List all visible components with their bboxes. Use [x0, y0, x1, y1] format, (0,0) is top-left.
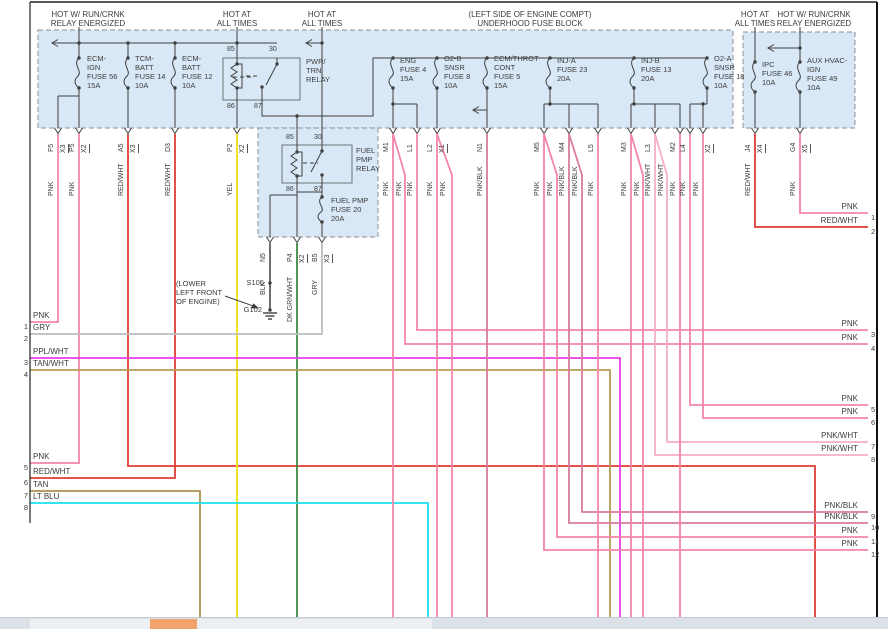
- fuse-label-line: 20A: [641, 74, 655, 83]
- right-wire-color-label: PNK: [841, 319, 858, 328]
- junction-dot: [548, 86, 551, 89]
- fuse-label: [182, 54, 212, 90]
- pin-terminal-label: A5: [118, 143, 125, 152]
- left-wire-number: 6: [23, 478, 28, 487]
- right-wire-number: 8: [871, 455, 876, 464]
- right-wire-color-label: PNK/WHT: [821, 431, 858, 440]
- wire-pnk-m3b: [631, 134, 643, 617]
- junction-dot: [548, 102, 551, 105]
- fuse-label-line: 10A: [135, 81, 149, 90]
- right-wire-color-label: RED/WHT: [820, 216, 858, 225]
- pin-arrow-icon: [76, 128, 83, 134]
- fuse-label-line: FUSE 8: [444, 72, 471, 81]
- pwr-relay-pin-30: 30: [269, 46, 277, 53]
- top-label-line: RELAY ENERGIZED: [776, 19, 852, 28]
- pin-terminal-label: M4: [559, 142, 566, 152]
- pin-connector-label: X3: [324, 254, 331, 263]
- horizontal-scrollbar[interactable]: [0, 617, 888, 629]
- junction-dot: [77, 56, 80, 59]
- top-label-underhood-fuse-block: [445, 10, 615, 28]
- fuse-label: [444, 54, 470, 90]
- junction-dot: [126, 86, 129, 89]
- fuse-label-line: O2-B: [444, 54, 462, 63]
- note-line: LEFT FRONT: [176, 288, 223, 297]
- junction-dot: [391, 102, 394, 105]
- junction-dot: [391, 56, 394, 59]
- right-wire-color-label: PNK/WHT: [821, 444, 858, 453]
- right-wire-color-label: PNK: [841, 394, 858, 403]
- left-wire-color-label: TAN: [33, 480, 49, 489]
- fuse-label-line: FUSE 14: [135, 72, 166, 81]
- pin-arrow-icon: [234, 128, 241, 134]
- right-wire-color-label: PNK: [841, 526, 858, 535]
- left-wire-number: 4: [23, 370, 28, 379]
- fuse-label-line: 15A: [87, 81, 101, 90]
- fuse-label-line: 10A: [444, 81, 458, 90]
- pin-terminal-label: L4: [680, 144, 687, 152]
- wire-color-label: PNK: [427, 181, 434, 196]
- wire-color-label: PNK: [534, 181, 541, 196]
- junction-dot: [77, 41, 80, 44]
- junction-dot: [435, 56, 438, 59]
- pin-terminal-label: F5: [48, 143, 55, 152]
- wire-color-label: PNK: [693, 181, 700, 196]
- pin-terminal-label: M1: [383, 142, 390, 152]
- fuse-label-line: 20A: [557, 74, 571, 83]
- pin-terminal-label: M5: [534, 142, 541, 152]
- fuse-label-line: FUSE 46: [762, 69, 793, 78]
- wire-color-label: RED/WHT: [118, 163, 125, 196]
- relay-name-line: RELAY: [356, 164, 381, 173]
- fuel-relay-pin-30: 30: [314, 134, 322, 141]
- fuse-label-line: FUSE 13: [641, 65, 672, 74]
- pin-arrow-icon: [566, 128, 573, 134]
- left-wire-color-label: LT BLU: [33, 492, 60, 501]
- junction-dot: [701, 102, 704, 105]
- junction-dot: [295, 150, 298, 153]
- wire-color-label: PNK: [790, 181, 797, 196]
- wire-color-label: PNK: [396, 181, 403, 196]
- wire-color-label: PNK: [407, 181, 414, 196]
- fuse-label-line: 15A: [400, 74, 414, 83]
- pin-arrow-icon: [434, 128, 441, 134]
- wire-color-label: RED/WHT: [745, 163, 752, 196]
- fuse-label-line: FUEL PMP: [331, 196, 369, 205]
- pin-connector-label: X3: [60, 144, 67, 153]
- pwr-relay-pin-86: 86: [227, 103, 235, 110]
- pin-connector-label: X2: [299, 254, 306, 263]
- pin-terminal-label: B5: [312, 253, 319, 262]
- ground-g102-label: G102: [243, 305, 262, 314]
- junction-dot: [798, 90, 801, 93]
- junction-dot: [632, 102, 635, 105]
- pin-arrow-icon: [797, 128, 804, 134]
- fuse-label-line: ENG: [400, 56, 417, 65]
- fuse-label-line: 10A: [807, 83, 821, 92]
- fuel-relay-pin-86: 86: [286, 186, 294, 193]
- fuse-label-line: ECM-: [182, 54, 202, 63]
- wire-tan-left7: [30, 491, 200, 617]
- pin-arrow-icon: [677, 128, 684, 134]
- right-wire-number: 2: [871, 227, 876, 236]
- wire-color-label: PNK/BLK: [477, 166, 484, 196]
- left-wire-number: 2: [23, 334, 28, 343]
- wire-ltblu-left8: [30, 503, 428, 617]
- pin-terminal-label: J4: [745, 144, 752, 152]
- right-wire-number: 11: [871, 537, 879, 546]
- pin-arrow-icon: [628, 128, 635, 134]
- wire-color-label: PNK: [547, 181, 554, 196]
- right-wire-color-label: PNK: [841, 407, 858, 416]
- junction-dot: [320, 195, 323, 198]
- pin-terminal-label: P4: [287, 253, 294, 262]
- pin-connector-label: X2: [705, 144, 712, 153]
- top-label-hot-runcrnk-right: [758, 10, 870, 28]
- wire-redwht-a5-to-bottom: [128, 134, 815, 617]
- wire-color-label: GRY: [312, 279, 319, 295]
- ground-location-note: [176, 279, 222, 306]
- fuse-label-line: O2-A: [714, 54, 732, 63]
- fuse-label-line: 10A: [714, 81, 728, 90]
- top-label-hot-at-all-times-1: [202, 10, 272, 28]
- junction-dot: [268, 308, 271, 311]
- pin-connector-label: X4: [757, 144, 764, 153]
- wire-color-label: PNK: [670, 181, 677, 196]
- junction-dot: [275, 62, 278, 65]
- wire-pnk-f5-to-left1: [30, 134, 58, 322]
- wire-tanwht-left4: [30, 370, 610, 617]
- fuse-label-line: ECM-: [87, 54, 107, 63]
- pin-connector-label: X2: [81, 144, 88, 153]
- pin-connector-label: X1: [439, 144, 446, 153]
- fuse-label-line: INJ-A: [557, 56, 576, 65]
- junction-dot: [435, 86, 438, 89]
- pin-terminal-label: L3: [645, 144, 652, 152]
- pin-terminal-label: D3: [165, 143, 172, 152]
- fuse-label: [807, 56, 847, 92]
- junction-dot: [632, 56, 635, 59]
- left-wire-color-label: GRY: [33, 323, 51, 332]
- fuse-label: [557, 56, 587, 83]
- right-wire-color-label: PNK: [841, 539, 858, 548]
- fuse-label-line: INJ-B: [641, 56, 660, 65]
- pin-arrow-icon: [652, 128, 659, 134]
- right-wire-color-label: PNK: [841, 202, 858, 211]
- fuse-label-line: FUSE 4: [400, 65, 427, 74]
- pin-terminal-label: M2: [670, 142, 677, 152]
- wire-color-label: RED/WHT: [165, 163, 172, 196]
- pin-connector-label: X2: [239, 144, 246, 153]
- junction-dot: [235, 86, 238, 89]
- pin-terminal-label: P2: [227, 143, 234, 152]
- wire-color-label: PNK/WHT: [658, 163, 665, 196]
- relay-name-line: RELAY: [306, 75, 331, 84]
- wire-pnkblk-m4a-right10: [569, 134, 868, 523]
- wire-color-label: PNK/BLK: [559, 166, 566, 196]
- fuse-label-line: IGN: [807, 65, 821, 74]
- junction-dot: [320, 220, 323, 223]
- top-label-line: HOT W/ RUN/CRNK: [777, 10, 851, 19]
- fuse-label: [400, 56, 426, 83]
- wire-color-label: PNK: [69, 181, 76, 196]
- wire-color-label: PNK/WHT: [645, 163, 652, 196]
- top-label-hot-runcrnk-left: [38, 10, 138, 28]
- junction-dot: [485, 86, 488, 89]
- junction-dot: [320, 173, 323, 176]
- wire-color-label: YEL: [227, 182, 234, 196]
- wire-color-label: PNK: [383, 181, 390, 196]
- wire-color-label: PNK: [440, 181, 447, 196]
- wire-color-label: PNK: [588, 181, 595, 196]
- fuse-label-line: FUSE 20: [331, 205, 362, 214]
- pin-arrow-icon: [125, 128, 132, 134]
- junction-dot: [798, 46, 801, 49]
- pin-arrow-icon: [294, 237, 301, 243]
- pin-arrow-icon: [390, 128, 397, 134]
- top-label-line: ALL TIMES: [216, 19, 258, 28]
- wire-color-label: PNK/BLK: [572, 166, 579, 196]
- wire-color-label: PNK: [680, 181, 687, 196]
- pin-terminal-label: G4: [790, 142, 797, 152]
- scrollbar-track-segment[interactable]: [197, 619, 432, 629]
- pin-terminal-label: N1: [477, 143, 484, 152]
- fuse-label-line: 10A: [762, 78, 776, 87]
- pwr-relay-pin-85: 85: [227, 46, 235, 53]
- right-wire-number: 6: [871, 418, 876, 427]
- left-wire-color-label: RED/WHT: [33, 467, 71, 476]
- junction-dot: [753, 90, 756, 93]
- splice-s105-label: S105: [246, 278, 264, 287]
- pin-arrow-icon: [55, 128, 62, 134]
- fuse-label: [714, 54, 744, 90]
- fuel-relay-pin-87: 87: [314, 186, 322, 193]
- pin-arrow-icon: [541, 128, 548, 134]
- junction-dot: [485, 56, 488, 59]
- junction-dot: [320, 149, 323, 152]
- relay-name-line: PWR/: [306, 57, 326, 66]
- fuse-label-line: 15A: [494, 81, 508, 90]
- relay-name-line: FUEL: [356, 146, 376, 155]
- fuse-label-line: TCM-: [135, 54, 154, 63]
- pin-arrow-icon: [595, 128, 602, 134]
- fuse-label-line: FUSE 23: [557, 65, 588, 74]
- note-line: (LOWER: [176, 279, 206, 288]
- pwr-trn-relay-label: [306, 57, 330, 84]
- left-wire-number: 8: [23, 503, 28, 512]
- top-label-line: ALL TIMES: [734, 19, 776, 28]
- right-wire-number: 12: [871, 550, 880, 559]
- fuse-label: [87, 54, 117, 90]
- fuse-label-line: SNSR: [714, 63, 735, 72]
- note-line: OF ENGINE): [176, 297, 220, 306]
- top-label-line: HOT W/ RUN/CRNK: [51, 10, 125, 19]
- fuse-label-line: FUSE 5: [494, 72, 521, 81]
- top-label-line: (LEFT SIDE OF ENGINE COMPT): [468, 10, 592, 19]
- fuse-label-line: FUSE 12: [182, 72, 213, 81]
- top-label-line: UNDERHOOD FUSE BLOCK: [477, 19, 583, 28]
- left-wire-number: 5: [23, 463, 28, 472]
- left-wire-color-label: PNK: [33, 452, 50, 461]
- right-wire-color-label: PNK/BLK: [824, 501, 858, 510]
- fuse-label: [494, 54, 539, 90]
- pin-arrow-icon: [700, 128, 707, 134]
- scrollbar-thumb[interactable]: [150, 619, 197, 629]
- right-wire-number: 7: [871, 442, 876, 451]
- junction-dot: [268, 281, 271, 284]
- fuse-label: [762, 60, 792, 87]
- pin-terminal-label: M3: [621, 142, 628, 152]
- wire-pnk-m5a-right12: [544, 134, 868, 550]
- wire-color-label: BLK: [260, 281, 267, 295]
- junction-dot: [235, 41, 238, 44]
- wire-color-label: PNK: [48, 181, 55, 196]
- left-wire-number: 7: [23, 491, 28, 500]
- right-wire-color-label: PNK: [841, 333, 858, 342]
- right-wire-number: 5: [871, 405, 876, 414]
- pin-terminal-label: P5: [69, 143, 76, 152]
- junction-dot: [260, 85, 263, 88]
- right-wire-number: 1: [871, 213, 876, 222]
- left-wire-color-label: PNK: [33, 311, 50, 320]
- right-wire-number: 4: [871, 344, 876, 353]
- fuse-label-line: FUSE 49: [807, 74, 838, 83]
- left-wire-number: 1: [23, 322, 28, 331]
- junction-dot: [632, 86, 635, 89]
- top-label-line: HOT AT: [307, 10, 337, 19]
- left-wire-color-label: TAN/WHT: [33, 359, 69, 368]
- junction-dot: [705, 86, 708, 89]
- fuse-label-line: BATT: [135, 63, 154, 72]
- pin-terminal-label: L1: [407, 144, 414, 152]
- left-wire-number: 3: [23, 358, 28, 367]
- pwr-relay-pin-87: 87: [254, 103, 262, 110]
- fuse-label-line: CONT: [494, 63, 516, 72]
- pin-arrow-icon: [484, 128, 491, 134]
- junction-dot: [295, 114, 298, 117]
- fuel-relay-pin-85: 85: [286, 134, 294, 141]
- junction-dot: [798, 60, 801, 63]
- top-label-line: HOT AT: [740, 10, 770, 19]
- relay-name-line: PMP: [356, 155, 373, 164]
- right-wire-color-label: PNK/BLK: [824, 512, 858, 521]
- fuse-label: [331, 196, 368, 223]
- junction-dot: [173, 41, 176, 44]
- wire-pnk-l2b: [437, 134, 452, 617]
- fuse-label-line: FUSE 18: [714, 72, 745, 81]
- fuel-pmp-relay-label: [356, 146, 380, 173]
- relay-name-line: TRN: [306, 66, 322, 75]
- wire-pplwht-left3: [30, 358, 620, 617]
- pin-arrow-icon: [319, 237, 326, 243]
- junction-dot: [295, 174, 298, 177]
- wire-color-label: PNK: [621, 181, 628, 196]
- junction-dot: [391, 86, 394, 89]
- pin-terminal-label: L2: [427, 144, 434, 152]
- junction-dot: [173, 56, 176, 59]
- pin-arrow-icon: [687, 128, 694, 134]
- junction-dot: [320, 41, 323, 44]
- fuse-label-line: ECM/THROT: [494, 54, 539, 63]
- junction-dot: [173, 86, 176, 89]
- fuse-label: [641, 56, 671, 83]
- pin-arrow-icon: [752, 128, 759, 134]
- pin-arrow-icon: [172, 128, 179, 134]
- fuse-label-line: SNSR: [444, 63, 465, 72]
- pin-terminal-label: L5: [588, 144, 595, 152]
- wire-pnk-x2-right6: [703, 134, 868, 418]
- fuse-label-line: BATT: [182, 63, 201, 72]
- top-label-line: ALL TIMES: [301, 19, 343, 28]
- top-label-line: RELAY ENERGIZED: [50, 19, 126, 28]
- fuse-label-line: IPC: [762, 60, 775, 69]
- junction-dot: [126, 41, 129, 44]
- pin-arrow-icon: [267, 237, 274, 243]
- wire-color-label: PNK: [634, 181, 641, 196]
- junction-dot: [753, 60, 756, 63]
- wire-pnk-l4-right5: [690, 134, 868, 405]
- pin-terminal-label: N5: [260, 253, 267, 262]
- fuse-label-line: 10A: [182, 81, 196, 90]
- fuse-label-line: AUX HVAC-: [807, 56, 848, 65]
- junction-dot: [548, 56, 551, 59]
- fuse-label-line: FUSE 56: [87, 72, 118, 81]
- right-wire-number: 10: [871, 523, 880, 532]
- fuse-label: [135, 54, 165, 90]
- junction-dot: [77, 86, 80, 89]
- top-label-line: HOT AT: [222, 10, 252, 19]
- left-wire-color-label: PPL/WHT: [33, 347, 69, 356]
- top-label-hot-at-all-times-2: [287, 10, 357, 28]
- junction-dot: [705, 56, 708, 59]
- junction-dot: [235, 62, 238, 65]
- wire-color-label: DK GRN/WHT: [287, 276, 294, 322]
- pin-connector-label: X3: [130, 144, 137, 153]
- fuse-label-line: 20A: [331, 214, 345, 223]
- pin-connector-label: X5: [802, 144, 809, 153]
- junction-dot: [126, 56, 129, 59]
- fuse-label-line: IGN: [87, 63, 101, 72]
- scrollbar-track-segment[interactable]: [30, 619, 150, 629]
- pin-arrow-icon: [414, 128, 421, 134]
- right-wire-number: 9: [871, 512, 876, 521]
- right-wire-number: 3: [871, 330, 876, 339]
